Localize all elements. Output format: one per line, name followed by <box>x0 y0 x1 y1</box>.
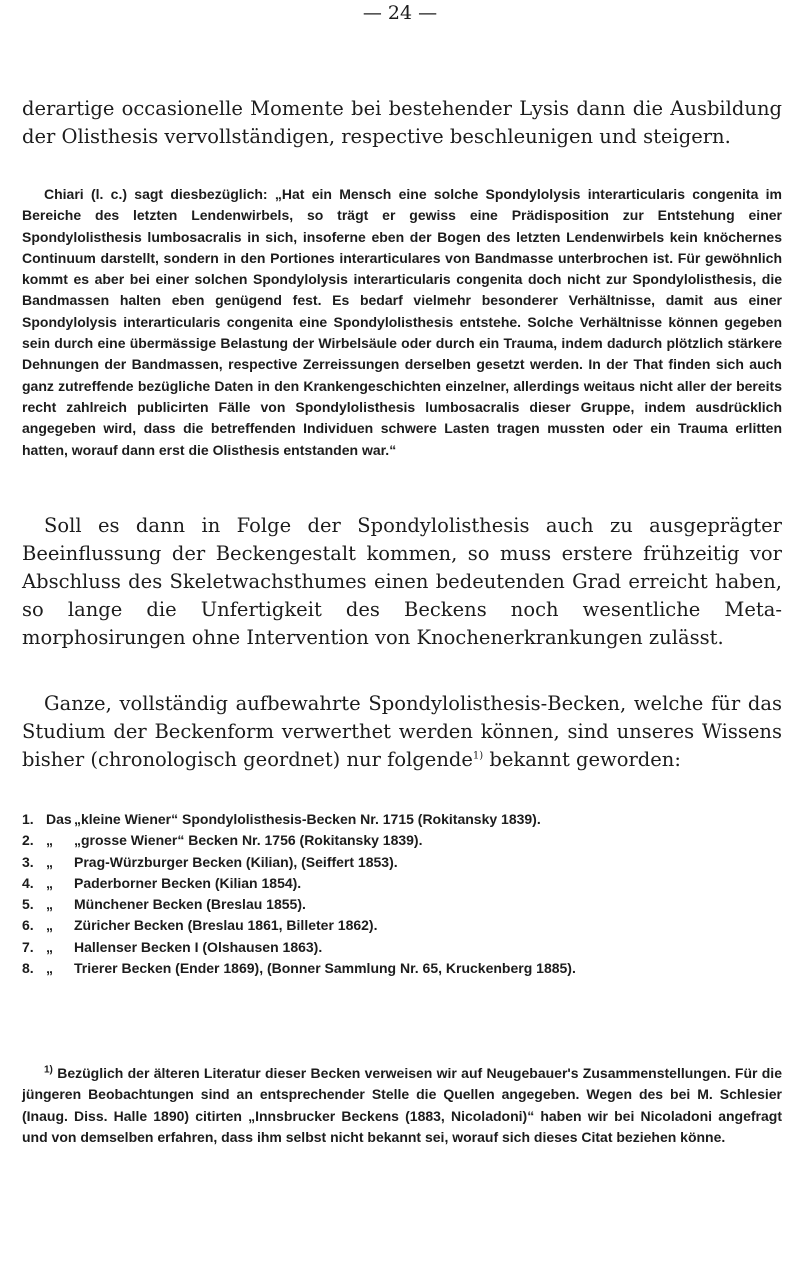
list-item-prefix: „ <box>46 874 53 891</box>
list-item-text: Paderborner Becken (Kilian 1854). <box>74 874 302 891</box>
list-item-number: 4. <box>22 874 34 891</box>
list-item <box>22 830 782 851</box>
list-item-text: Münchener Becken (Breslau 1855). <box>74 896 306 913</box>
list-item-prefix: „ <box>46 960 53 977</box>
list-item-text: „grosse Wiener“ Becken Nr. 1756 (Rokitansky 1839). <box>74 832 423 849</box>
page-number: — 24 — <box>362 2 438 24</box>
list-item-text: „kleine Wiener“ Spondylolisthesis-Becken Nr. 1715 (Rokitansky 1839). <box>74 811 541 827</box>
list-item-number: 5. <box>22 896 34 913</box>
list-item-prefix: „ <box>46 853 53 870</box>
list-item-text: Trierer Becken (Ender 1869), (Bonner Sammlung Nr. 65, Kruckenberg 1885). <box>74 960 576 977</box>
list-item-number: 6. <box>22 917 34 934</box>
list-item-number: 2. <box>22 832 34 849</box>
footnote-text: Bezüglich der älteren Literatur dieser Becken verweisen wir auf Neugebauer's Zusammenstellungen. Für die jüngeren Beobachtungen sind an entsprechender Stelle die Quellen angegeben. Wegen des bei M. Schlesier (Inaug. Diss. Halle 1890) citirten „Innsbrucker Beckens (1883, Nicoladoni)“ haben wir bei Nicoladoni angefragt und von demselben erfahren, dass ihm selbst nicht bekannt sei, worauf sich dieses Citat beziehen könne. <box>22 1065 782 1145</box>
footnote-mark: 1) <box>44 1064 53 1076</box>
list-item-number: 3. <box>22 853 34 870</box>
becken-list <box>22 809 782 979</box>
list-item-prefix: „ <box>46 832 53 849</box>
paragraph-becken-intro-end: bekannt geworden: <box>483 748 681 771</box>
list-item-prefix: Das <box>46 811 72 827</box>
list-item-prefix: „ <box>46 938 53 955</box>
list-item <box>22 852 782 873</box>
list-item <box>22 873 782 894</box>
list-item-prefix: „ <box>46 896 53 913</box>
paragraph-becken-intro <box>22 690 782 774</box>
paragraph-becken-intro-text: Ganze, vollständig aufbewahrte Spondylolisthesis-Becken, welche für das Studium der Beckenform verwerthet werden können, sind unseres Wissens bisher (chronologisch geordnet) nur folgende <box>22 692 782 771</box>
list-item <box>22 937 782 958</box>
footnote-reference: 1) <box>472 750 484 762</box>
list-item <box>22 809 782 830</box>
paragraph-beckengestalt: Soll es dann in Folge der Spondylolisthesis auch zu ausgeprägter Beeinflussung der Beckengestalt kommen, so muss erstere frühzeitig vor Abschluss des Skeletwachsthumes einen bedeutenden Grad erreicht haben, so lange die Unfertigkeit des Beckens noch wesentliche Metamorphosirungen ohne Intervention von Knochenerkrankungen zulässt. <box>22 514 782 649</box>
chiari-quote-paragraph: Chiari (l. c.) sagt diesbezüglich: „Hat ein Mensch eine solche Spondylolysis interarticularis congenita im Bereiche des letzten Lendenwirbels, so trägt er gewiss eine Prädisposition zur Entstehung einer Spondylolisthesis lumbosacralis in sich, insoferne eben der Bogen des letzten Lendenwirbels kein knöchernes Continuum darstellt, sondern in den Portiones interarticulares von Bandmasse unterbrochen ist. Für gewöhnlich kommt es aber bei einer solchen Spondylolysis interarticularis congenita doch nicht zur Spondylolisthesis, die Bandmassen halten eben genügend fest. Es bedarf vielmehr besonderer Verhältnisse, damit aus einer Spondylolysis interarticularis congenita eine Spondylolisthesis entstehe. Solche Verhältnisse können gegeben sein durch eine übermässige Belastung der Wirbelsäule oder durch ein Trauma, indem dadurch plötzlich stärkere Dehnungen der Bandmassen, respective Zerreissungen derselben gesetzt werden. In der That finden sich auch ganz zutreffende bezügliche Daten in den Krankengeschichten einzelner, allerdings weitaus nicht aller der bereits recht zahlreich publicirten Fälle von Spondylolisthesis lumbosacralis dieser Gruppe, indem ausdrücklich angegeben wird, dass die betreffenden Individuen schwere Lasten tragen mussten oder ein Trauma erlitten hatten, worauf dann erst die Olisthesis entstanden war.“ <box>22 186 782 458</box>
list-item-text: Züricher Becken (Breslau 1861, Billeter 1862). <box>74 917 378 934</box>
list-item-text: Hallenser Becken I (Olshausen 1863). <box>74 938 323 955</box>
list-item-number: 8. <box>22 960 34 977</box>
list-item <box>22 894 782 915</box>
footnote <box>22 1063 782 1148</box>
list-item <box>22 915 782 936</box>
list-item <box>22 958 782 979</box>
list-item-number: 1. <box>22 811 34 827</box>
paragraph-lysis: derartige occasionelle Momente bei bestehender Lysis dann die Ausbildung der Olisthesis vervollständigen, respective beschleunigen und steigern. <box>22 97 782 148</box>
list-item-number: 7. <box>22 938 34 955</box>
list-item-prefix: „ <box>46 917 53 934</box>
list-item-text: Prag-Würzburger Becken (Kilian), (Seiffert 1853). <box>74 853 398 870</box>
